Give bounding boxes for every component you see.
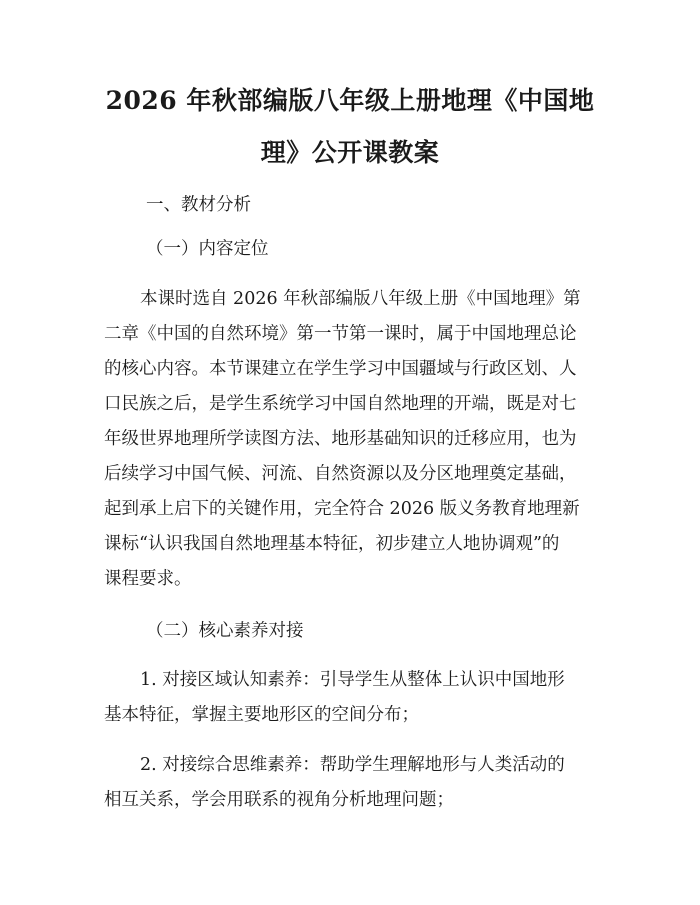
- paragraph-line: 起到承上启下的关键作用，完全符合 2026 版义务教育地理新: [104, 499, 580, 519]
- subsection-heading-core-literacy: （二）核心素养对接: [146, 621, 304, 641]
- paragraph-line: 课程要求。: [104, 569, 192, 589]
- document-title-line-1: 2026 年秋部编版八年级上册地理《中国地: [105, 86, 595, 115]
- paragraph-line: 年级世界地理所学读图方法、地形基础知识的迁移应用，也为: [104, 429, 577, 449]
- list-item-line: 2. 对接综合思维素养：帮助学生理解地形与人类活动的: [140, 755, 565, 775]
- paragraph-line: 课标“认识我国自然地理基本特征，初步建立人地协调观”的: [104, 534, 560, 554]
- paragraph-line: 二章《中国的自然环境》第一节第一课时，属于中国地理总论: [104, 324, 577, 344]
- paragraph-line: 的核心内容。本节课建立在学生学习中国疆域与行政区划、人: [104, 359, 577, 379]
- paragraph-line: 本课时选自 2026 年秋部编版八年级上册《中国地理》第: [140, 289, 581, 309]
- paragraph-line: 后续学习中国气候、河流、自然资源以及分区地理奠定基础，: [104, 464, 577, 484]
- list-item-line: 基本特征，掌握主要地形区的空间分布；: [104, 705, 419, 725]
- section-heading-textbook-analysis: 一、教材分析: [146, 195, 251, 215]
- document-title-line-2: 理》公开课教案: [260, 138, 440, 167]
- subsection-heading-content-positioning: （一）内容定位: [146, 239, 269, 259]
- list-item-line: 1. 对接区域认知素养：引导学生从整体上认识中国地形: [140, 670, 565, 690]
- list-item-line: 相互关系，学会用联系的视角分析地理问题；: [104, 790, 454, 810]
- paragraph-line: 口民族之后，是学生系统学习中国自然地理的开端，既是对七: [104, 394, 577, 414]
